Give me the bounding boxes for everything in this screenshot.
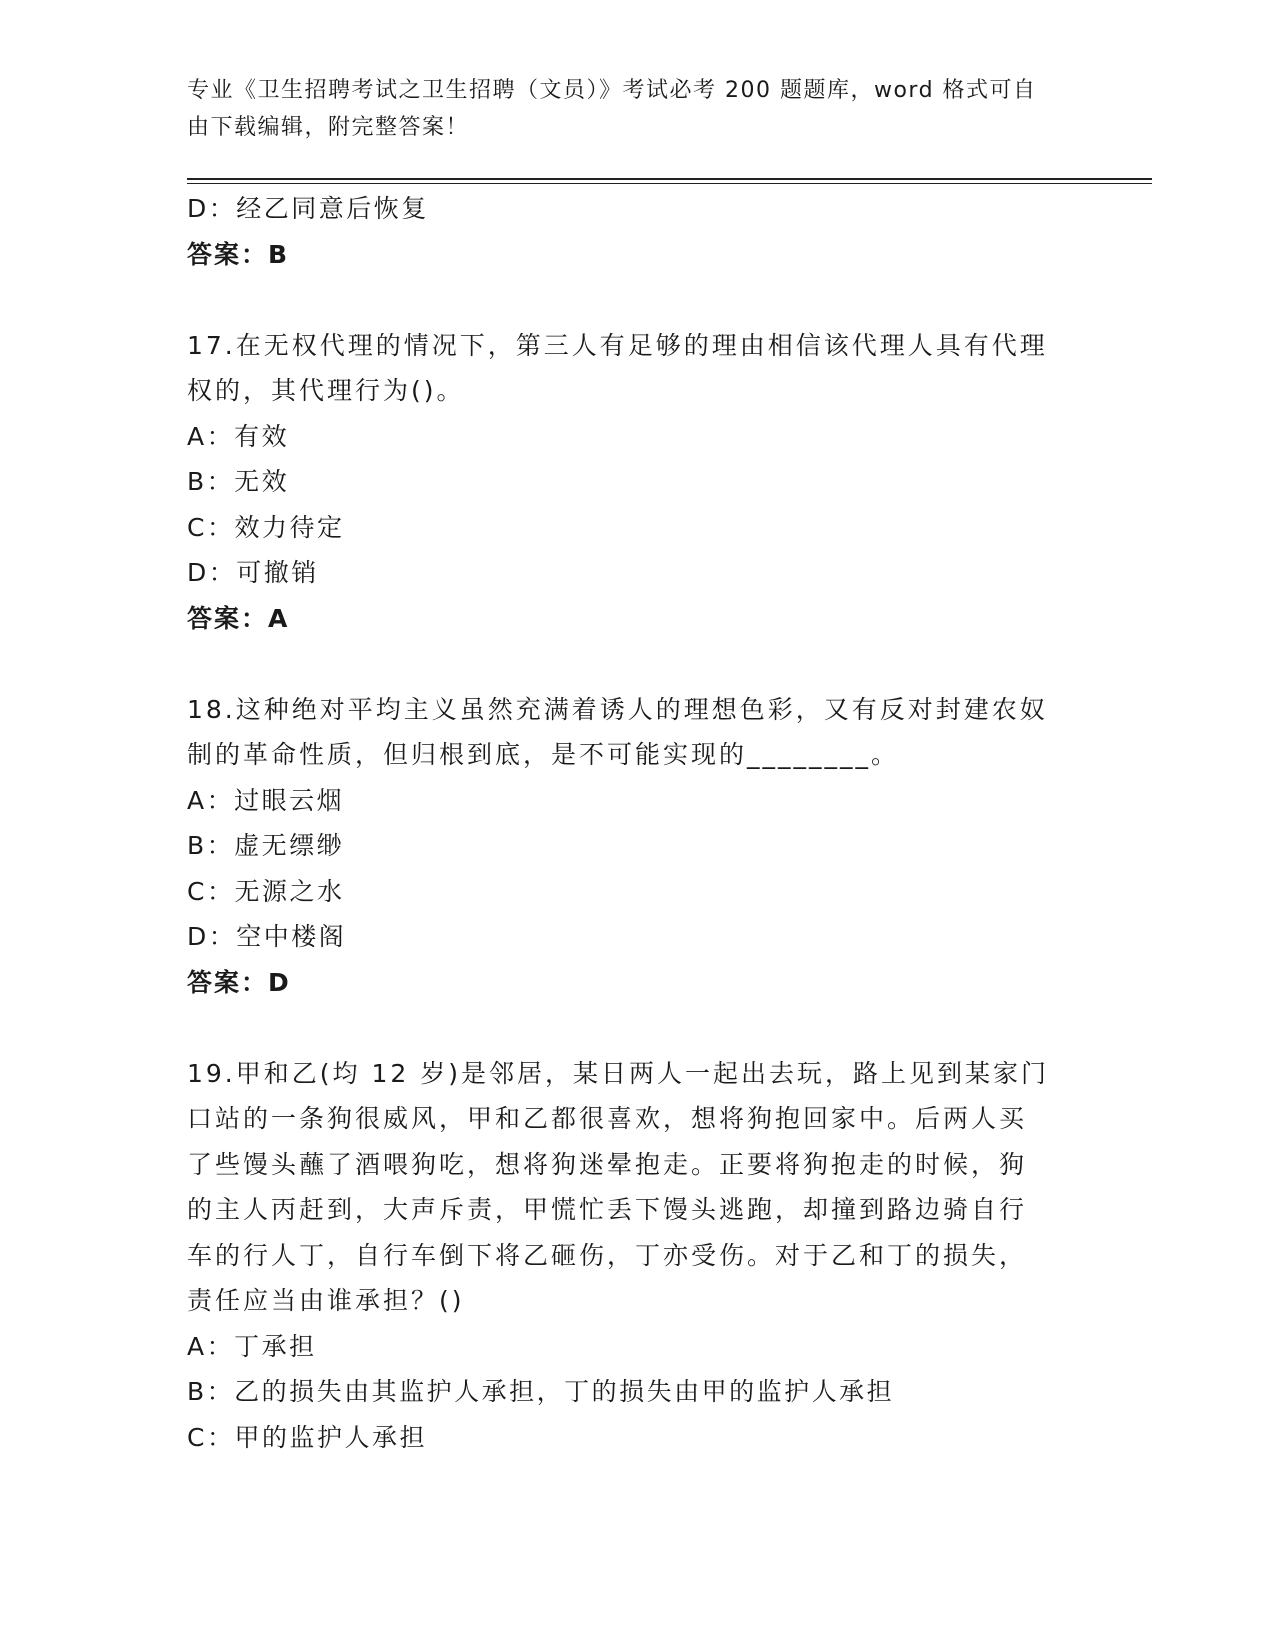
- option-a: A：过眼云烟: [187, 785, 345, 815]
- spacer: [187, 641, 1087, 687]
- question-stem-line: 口站的一条狗很威风，甲和乙都很喜欢，想将狗抱回家中。后两人买: [187, 1104, 1028, 1133]
- header-line-1: 专业《卫生招聘考试之卫生招聘（文员）》考试必考 200 题题库，word 格式可自: [187, 78, 1037, 103]
- header-line-2: 由下载编辑，附完整答案！: [187, 115, 470, 140]
- answer-line: 答案：D: [187, 967, 291, 997]
- question-stem-line: 18.这种绝对平均主义虽然充满着诱人的理想色彩，又有反对封建农奴: [187, 694, 1048, 724]
- answer-line: 答案：B: [187, 239, 290, 269]
- header-divider-thin: [187, 183, 1152, 184]
- question-19: [187, 1051, 1087, 1461]
- question-stem-line: 17.在无权代理的情况下，第三人有足够的理由相信该代理人具有代理: [187, 330, 1048, 360]
- document-header: [187, 72, 1077, 146]
- option-d: D：空中楼阁: [187, 922, 347, 951]
- option-d: D：可撤销: [187, 558, 319, 587]
- option-a: A：丁承担: [187, 1331, 317, 1361]
- option-b: B：虚无缥缈: [187, 831, 345, 860]
- question-stem-line: 责任应当由谁承担？(): [187, 1286, 465, 1315]
- option-b: B：无效: [187, 467, 290, 496]
- question-18: [187, 687, 1087, 1006]
- option-d: D：经乙同意后恢复: [187, 194, 429, 223]
- question-stem-line: 制的革命性质，但归根到底，是不可能实现的________。: [187, 740, 900, 769]
- question-stem-line: 权的，其代理行为()。: [187, 376, 465, 405]
- question-content: [187, 186, 1087, 1460]
- question-stem-line: 了些馒头蘸了酒喂狗吃，想将狗迷晕抱走。正要将狗抱走的时候，狗: [187, 1149, 1028, 1179]
- answer-line: 答案：A: [187, 603, 290, 633]
- option-c: C：甲的监护人承担: [187, 1422, 427, 1452]
- question-17: [187, 323, 1087, 642]
- question-stem-line: 19.甲和乙(均 12 岁)是邻居，某日两人一起出去玩，路上见到某家门: [187, 1058, 1049, 1088]
- option-c: C：效力待定: [187, 512, 345, 542]
- option-b: B：乙的损失由其监护人承担，丁的损失由甲的监护人承担: [187, 1377, 895, 1406]
- option-a: A：有效: [187, 421, 290, 451]
- header-divider-thick: [187, 178, 1152, 180]
- question-stem-line: 的主人丙赶到，大声斥责，甲慌忙丢下馒头逃跑，却撞到路边骑自行: [187, 1195, 1028, 1224]
- spacer: [187, 1005, 1087, 1051]
- spacer: [187, 277, 1087, 323]
- question-stem-line: 车的行人丁，自行车倒下将乙砸伤，丁亦受伤。对于乙和丁的损失，: [187, 1240, 1028, 1270]
- option-c: C：无源之水: [187, 876, 345, 906]
